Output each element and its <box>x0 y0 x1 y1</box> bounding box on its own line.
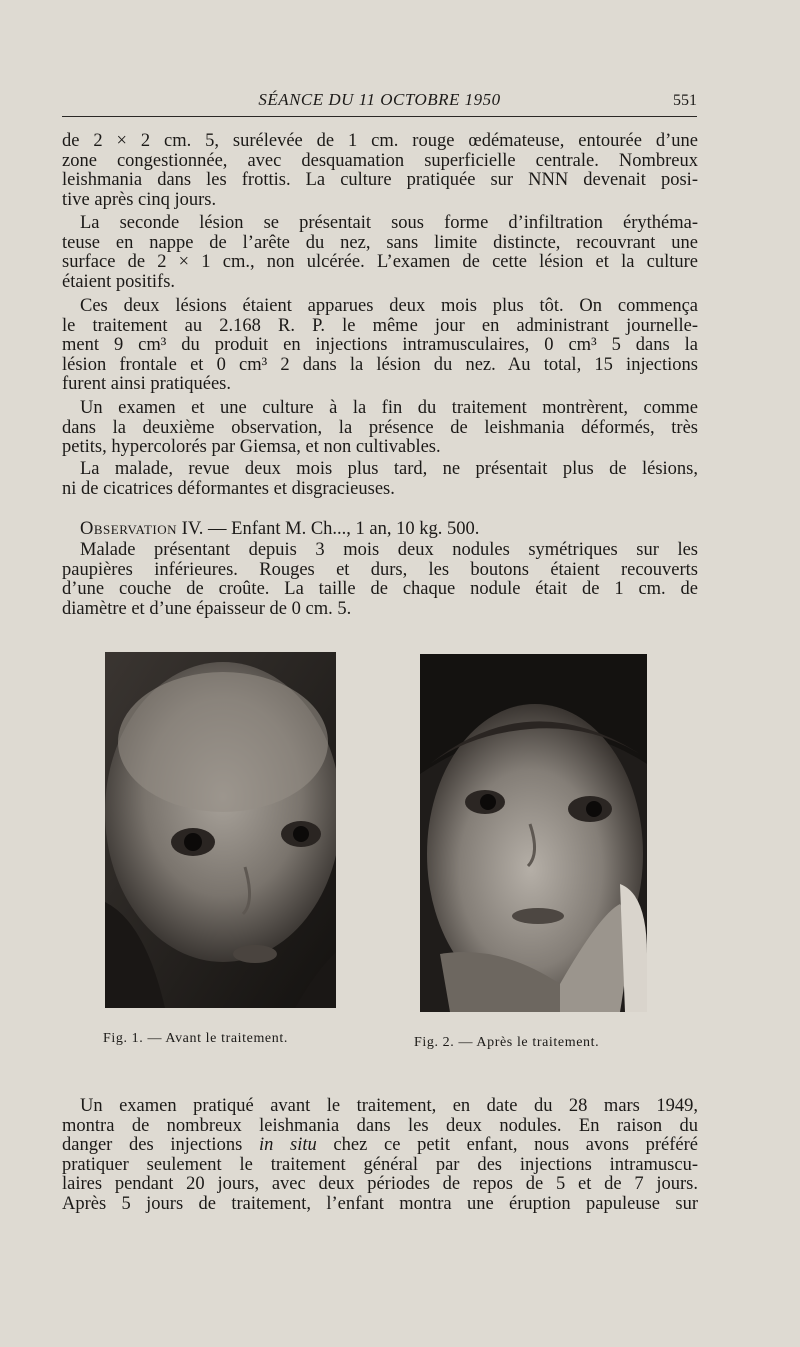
text-line: Un examen et une culture à la fin du traitement montrèrent, comme <box>80 398 698 418</box>
text-line: Malade présentant depuis 3 mois deux nodules symétriques sur les <box>80 540 698 560</box>
text-line: ment 9 cm³ du produit en injections intramusculaires, 0 cm³ 5 dans la <box>62 335 698 356</box>
text-line: La malade, revue deux mois plus tard, ne présentait plus de lésions, <box>80 459 698 479</box>
observation-text: IV. — Enfant M. Ch..., 1 an, 10 kg. 500. <box>177 519 480 539</box>
figure-1-caption: Fig. 1. — Avant le traitement. <box>103 1031 288 1046</box>
text-line: Après 5 jours de traitement, l’enfant montra une éruption papuleuse sur <box>62 1193 698 1214</box>
figure-1-photo <box>105 652 336 1008</box>
text-line: pratiquer seulement le traitement général par des injections intramuscu- <box>62 1154 698 1175</box>
infant-portrait-after <box>420 654 647 1012</box>
text-line: furent ainsi pratiquées. <box>62 374 232 395</box>
text-line: La seconde lésion se présentait sous forme d’infiltration érythéma- <box>80 213 698 233</box>
infant-portrait-before <box>105 652 336 1008</box>
text-line: de 2 × 2 cm. 5, surélevée de 1 cm. rouge œdémateuse, entourée d’une <box>62 131 698 151</box>
text-line: Ces deux lésions étaient apparues deux mois plus tôt. On commença <box>80 296 698 316</box>
text-line: Un examen pratiqué avant le traitement, en date du 28 mars 1949, <box>80 1096 698 1116</box>
text-fragment: danger des injections <box>62 1135 259 1156</box>
text-line: ni de cicatrices déformantes et disgracieuses. <box>62 478 395 499</box>
text-line: leishmania dans les frottis. La culture pratiquée sur NNN devenait posi- <box>62 170 698 191</box>
text-line: le traitement au 2.168 R. P. le même jour en administrant journelle- <box>62 315 698 336</box>
text-line: étaient positifs. <box>62 271 176 292</box>
text-fragment: chez ce petit enfant, nous avons préféré <box>316 1135 698 1156</box>
text-line: lésion frontale et 0 cm³ 2 dans la lésion du nez. Au total, 15 injections <box>62 354 698 375</box>
text-line: surface de 2 × 1 cm., non ulcérée. L’examen de cette lésion et la culture <box>62 252 698 273</box>
text-line: laires pendant 20 jours, avec deux périodes de repos de 5 et de 7 jours. <box>62 1174 698 1195</box>
paragraph-3 <box>62 297 698 395</box>
text-line <box>62 1136 698 1156</box>
text-line: zone congestionnée, avec desquamation superficielle centrale. Nombreux <box>62 150 698 171</box>
text-line: d’une couche de croûte. La taille de chaque nodule était de 1 cm. de <box>62 579 698 600</box>
paragraph-2 <box>62 214 698 292</box>
paragraph-5 <box>62 460 698 499</box>
text-line: tive après cinq jours. <box>62 189 217 210</box>
observation-heading <box>62 520 698 540</box>
text-line: montra de nombreux leishmania dans les deux nodules. En raison du <box>62 1115 698 1136</box>
text-line: diamètre et d’une épaisseur de 0 cm. 5. <box>62 598 352 619</box>
italic-term: in situ <box>258 1135 317 1156</box>
text-line: dans la deuxième observation, la présence de leishmania déformés, très <box>62 417 698 438</box>
observation-label: Observation <box>80 519 178 539</box>
figure-2-photo <box>420 654 647 1012</box>
text-line: paupières inférieures. Rouges et durs, les boutons étaient recouverts <box>62 559 698 580</box>
paragraph-4 <box>62 399 698 458</box>
figure-2-caption: Fig. 2. — Après le traitement. <box>414 1035 600 1050</box>
page-number: 551 <box>673 92 697 109</box>
paragraph-1 <box>62 132 698 210</box>
text-line: petits, hypercolorés par Giemsa, et non cultivables. <box>62 437 441 458</box>
running-title: SÉANCE DU 11 OCTOBRE 1950 <box>258 90 501 109</box>
page-header <box>62 90 697 117</box>
paragraph-6 <box>62 541 698 619</box>
text-line: teuse en nappe de l’arête du nez, sans limite distincte, recouvrant une <box>62 232 698 253</box>
paragraph-7 <box>62 1097 698 1215</box>
